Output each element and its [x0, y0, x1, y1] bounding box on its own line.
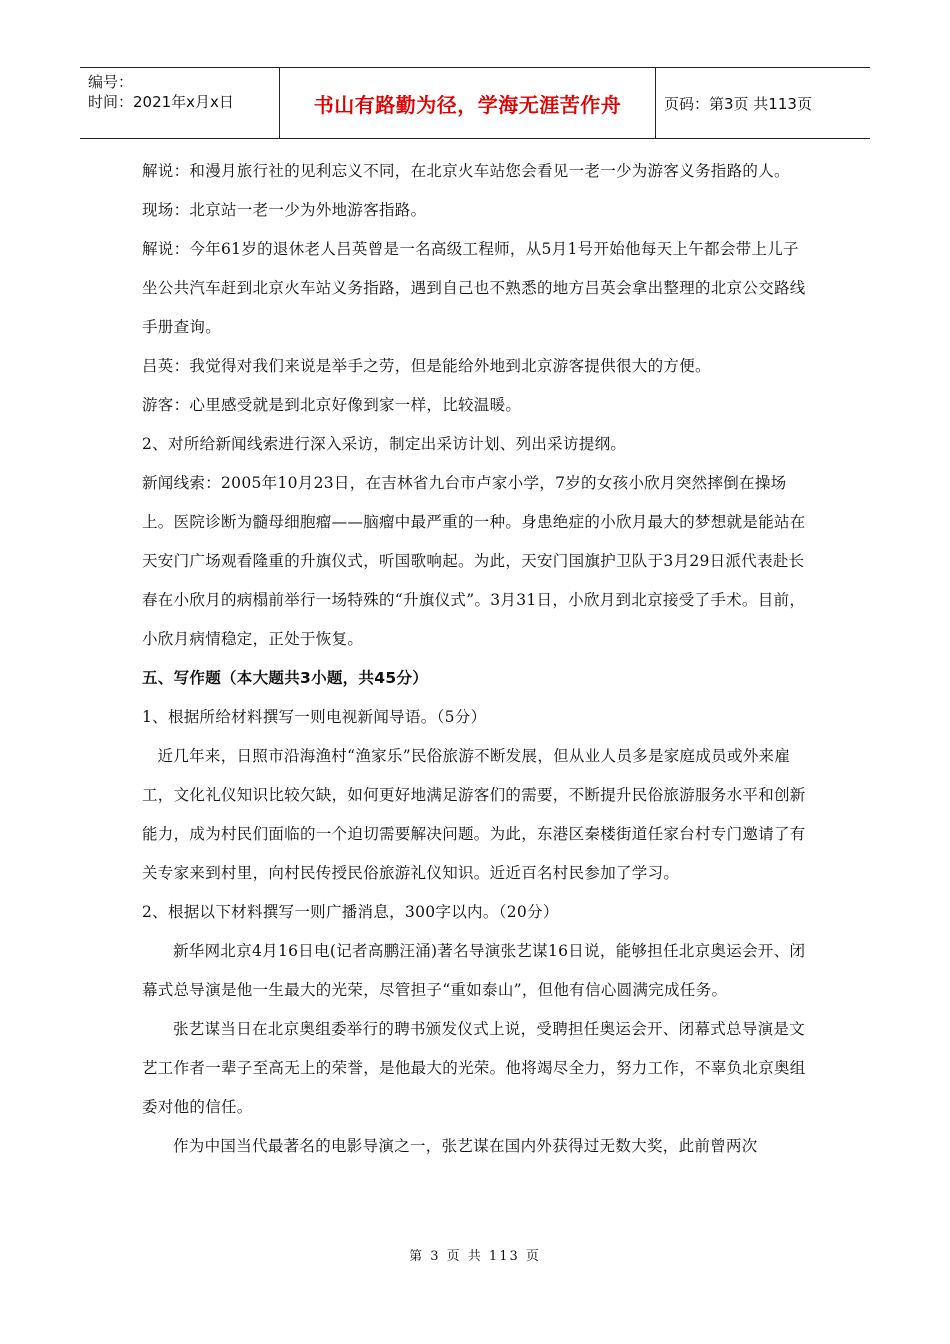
number-label: 编号：: [88, 73, 134, 91]
motto-text: 书山有路勤为径，学海无涯苦作舟: [313, 92, 622, 117]
paragraph: 新闻线索：2005年10月23日，在吉林省九台市卢家小学，7岁的女孩小欣月突然摔倒在操场上。医院诊断为髓母细胞瘤——脑瘤中最严重的一种。身患绝症的小欣月最大的梦想就是能站在天安门广场观看隆重的升旗仪式，听国歌响起。为此，天安门国旗护卫队于3月29日派代表赴长春在小欣月的病榻前举行一场特殊的“升旗仪式”。3月31日，小欣月到北京接受了手术。目前，小欣月病情稳定，正处于恢复。: [142, 474, 806, 648]
paragraph: 现场：北京站一老一少为外地游客指路。: [142, 201, 427, 219]
header-meta: [80, 68, 280, 138]
document-body: [142, 152, 810, 1166]
header-page-cell: [656, 68, 870, 138]
page-footer: 第 3 页 共 113 页: [409, 1249, 541, 1264]
section-title: 五、写作题（本大题共3小题，共45分）: [142, 669, 429, 687]
page-info: 页码：第3页 共113页: [664, 94, 812, 113]
paragraph: 作为中国当代最著名的电影导演之一，张艺谋在国内外获得过无数大奖，此前曾两次: [173, 1137, 758, 1155]
paragraph: 游客：心里感受就是到北京好像到家一样，比较温暖。: [142, 396, 522, 414]
paragraph: 吕英：我觉得对我们来说是举手之劳，但是能给外地到北京游客提供很大的方便。: [142, 357, 711, 375]
time-label: 时间：2021年x月x日: [88, 93, 234, 111]
paragraph: 新华网北京4月16日电(记者高鹏汪涌)著名导演张艺谋16日说，能够担任北京奥运会开、闭幕式总导演是他一生最大的光荣，尽管担子“重如泰山”，但他有信心圆满完成任务。: [142, 942, 806, 999]
document-header: [80, 67, 870, 139]
paragraph: 张艺谋当日在北京奥组委举行的聘书颁发仪式上说，受聘担任奥运会开、闭幕式总导演是文艺工作者一辈子至高无上的荣誉，是他最大的光荣。他将竭尽全力，努力工作，不辜负北京奥组委对他的信任。: [142, 1020, 806, 1116]
paragraph: 2、对所给新闻线索进行深入采访，制定出采访计划、列出采访提纲。: [142, 435, 627, 453]
paragraph: 近几年来，日照市沿海渔村“渔家乐”民俗旅游不断发展，但从业人员多是家庭成员或外来雇工，文化礼仪知识比较欠缺，如何更好地满足游客们的需要，不断提升民俗旅游服务水平和创新能力，成为村民们面临的一个迫切需要解决问题。为此，东港区秦楼街道任家台村专门邀请了有关专家来到村里，向村民传授民俗旅游礼仪知识。近近百名村民参加了学习。: [142, 747, 806, 882]
paragraph: 1、根据所给材料撰写一则电视新闻导语。（5分）: [142, 708, 487, 726]
header-motto-cell: [280, 68, 656, 138]
paragraph: 解说：今年61岁的退休老人吕英曾是一名高级工程师，从5月1号开始他每天上午都会带上儿子坐公共汽车赶到北京火车站义务指路，遇到自己也不熟悉的地方吕英会拿出整理的北京公交路线手册查询。: [142, 240, 806, 336]
paragraph: 2、根据以下材料撰写一则广播消息，300字以内。（20分）: [142, 903, 559, 921]
paragraph: 解说：和漫月旅行社的见利忘义不同，在北京火车站您会看见一老一少为游客义务指路的人。: [142, 162, 790, 180]
